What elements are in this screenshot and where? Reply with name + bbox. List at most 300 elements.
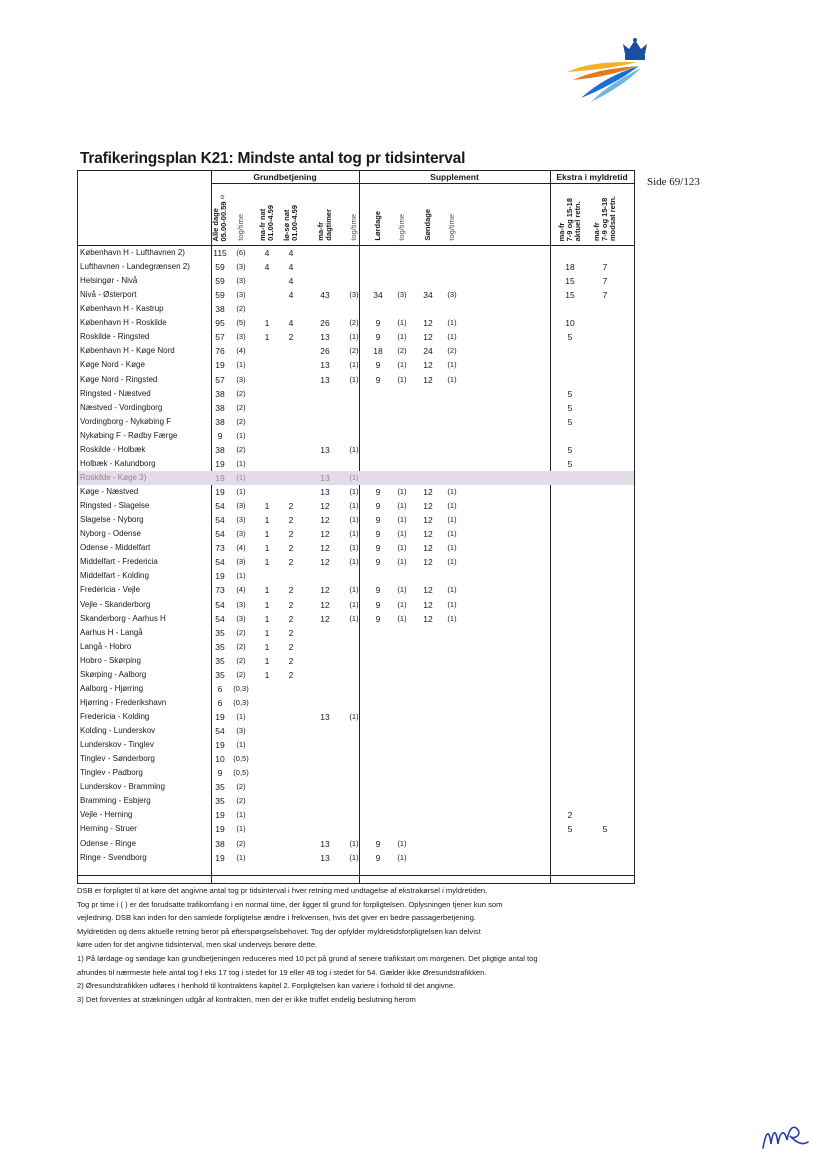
cell-5: (1): [349, 852, 359, 862]
cell-8: 34: [423, 290, 433, 301]
cell-4: 13: [320, 332, 330, 343]
cell-0: 38: [215, 416, 225, 427]
row-label: Bramming - Esbjerg: [80, 796, 151, 806]
table-row: [78, 766, 634, 780]
cell-1: (2): [236, 669, 246, 679]
cell-5: (1): [349, 711, 359, 721]
table-body-rule: [78, 875, 634, 876]
cell-1: (3): [236, 262, 246, 272]
cell-10: 5: [567, 458, 573, 469]
cell-0: 59: [215, 276, 225, 287]
cell-6: 9: [375, 613, 381, 624]
cell-9: (1): [447, 515, 457, 525]
column-header-6: Lørdage: [373, 211, 382, 241]
cell-1: (3): [236, 276, 246, 286]
cell-1: (3): [236, 332, 246, 342]
row-label: Aarhus H - Langå: [80, 627, 143, 637]
cell-0: 54: [215, 501, 225, 512]
cell-7: (1): [397, 501, 407, 511]
cell-1: (3): [236, 515, 246, 525]
cell-1: (3): [236, 529, 246, 539]
cell-11: 7: [602, 276, 608, 287]
cell-0: 57: [215, 374, 225, 385]
column-header-5: tog/time: [349, 214, 358, 241]
row-label: Hjørring - Frederikshavn: [80, 697, 167, 707]
cell-9: (1): [447, 599, 457, 609]
cell-0: 9: [217, 430, 223, 441]
cell-7: (1): [397, 599, 407, 609]
footnote-line: Myldretiden og dens aktuelle retning beror på efterspørgselsbehovet. Tog der opfylder myldretidsforpligtelsen kan delvist: [77, 926, 481, 936]
footnote-line: 3) Det forventes at strækningen udgår af kontrakten, men der er ikke truffet endelig beslutning herom: [77, 994, 416, 1004]
row-label: Helsingør - Nivå: [80, 276, 138, 286]
cell-4: 13: [320, 487, 330, 498]
cell-2: 1: [264, 318, 270, 329]
cell-5: (1): [349, 585, 359, 595]
table-row: [78, 387, 634, 401]
footnotes: [77, 884, 637, 1006]
cell-9: (1): [447, 318, 457, 328]
cell-1: (3): [236, 374, 246, 384]
cell-1: (4): [236, 585, 246, 595]
cell-1: (2): [236, 782, 246, 792]
cell-9: (1): [447, 487, 457, 497]
cell-2: 1: [264, 332, 270, 343]
cell-8: 12: [423, 543, 433, 554]
table-row: [78, 302, 634, 316]
cell-0: 35: [215, 669, 225, 680]
cell-2: 1: [264, 515, 270, 526]
cell-1: (2): [236, 304, 246, 314]
cell-4: 13: [320, 711, 330, 722]
footnote-line: vejledning. DSB kan inden for den samlede forpligtelse ændre i frekvensen, hvis det giver en bedre passagerbetjening.: [77, 913, 476, 923]
cell-1: (4): [236, 346, 246, 356]
row-label: Ringsted - Slagelse: [80, 501, 150, 511]
column-header-1: tog/time: [236, 214, 245, 241]
column-header-3: lø-sø nat 01.00-4.59: [282, 205, 299, 241]
cell-0: 19: [215, 360, 225, 371]
cell-10: 5: [567, 402, 573, 413]
row-label: Odense - Middelfart: [80, 543, 151, 553]
cell-1: (3): [236, 599, 246, 609]
crown-icon: [623, 38, 647, 60]
cell-5: (1): [349, 332, 359, 342]
cell-5: (3): [349, 290, 359, 300]
cell-4: 12: [320, 585, 330, 596]
row-label: København H - Lufthavnen 2): [80, 248, 185, 257]
cell-0: 35: [215, 782, 225, 793]
row-label: Aalborg - Hjørring: [80, 683, 144, 693]
cell-0: 54: [215, 613, 225, 624]
cell-9: (1): [447, 613, 457, 623]
cell-9: (1): [447, 501, 457, 511]
cell-0: 54: [215, 599, 225, 610]
table-row: [78, 738, 634, 752]
row-label: Lunderskov - Bramming: [80, 782, 165, 792]
row-label: Skørping - Aalborg: [80, 669, 147, 679]
table-row: [78, 822, 634, 836]
cell-2: 1: [264, 501, 270, 512]
table-row: [78, 598, 634, 612]
cell-1: (3): [236, 557, 246, 567]
row-label: Fredericia - Vejle: [80, 585, 141, 595]
cell-1: (2): [236, 838, 246, 848]
cell-7: (1): [397, 543, 407, 553]
cell-2: 1: [264, 599, 270, 610]
cell-6: 34: [373, 290, 383, 301]
footnote-line: 2) Øresundstrafikken udføres i henhold til kontraktens kapitel 2. Forpligtelsen kan variere i forhold til det angivne.: [77, 981, 456, 991]
cell-5: (1): [349, 838, 359, 848]
cell-3: 2: [288, 641, 294, 652]
cell-0: 115: [213, 248, 227, 258]
cell-7: (1): [397, 487, 407, 497]
group-supplement: Supplement: [430, 172, 479, 182]
cell-7: (1): [397, 515, 407, 525]
cell-8: 12: [423, 318, 433, 329]
table-row: [78, 443, 634, 457]
row-label: Lufthavnen - Landegrænsen 2): [80, 262, 190, 272]
row-label: Herning - Struer: [80, 824, 137, 834]
cell-10: 5: [567, 416, 573, 427]
cell-10: 18: [565, 262, 575, 273]
cell-0: 19: [215, 458, 225, 469]
cell-3: 2: [288, 585, 294, 596]
cell-1: (2): [236, 388, 246, 398]
cell-5: (1): [349, 374, 359, 384]
cell-5: (1): [349, 529, 359, 539]
cell-4: 13: [320, 444, 330, 455]
table-row: [78, 246, 634, 260]
group-ekstra: Ekstra i myldretid: [556, 172, 628, 182]
cell-8: 12: [423, 529, 433, 540]
cell-7: (1): [397, 360, 407, 370]
cell-0: 19: [215, 824, 225, 835]
table-row: [78, 457, 634, 471]
cell-4: 12: [320, 529, 330, 540]
row-label: Vejle - Skanderborg: [80, 599, 151, 609]
table-row: [78, 373, 634, 387]
cell-6: 9: [375, 585, 381, 596]
cell-6: 9: [375, 529, 381, 540]
cell-0: 38: [215, 402, 225, 413]
row-label: Middelfart - Fredericia: [80, 557, 158, 567]
cell-5: (1): [349, 599, 359, 609]
table-row: [78, 682, 634, 696]
cell-0: 95: [215, 318, 225, 329]
cell-4: 13: [320, 360, 330, 371]
cell-8: 12: [423, 360, 433, 371]
cell-2: 1: [264, 543, 270, 554]
cell-2: 1: [264, 627, 270, 638]
cell-3: 2: [288, 669, 294, 680]
cell-0: 54: [215, 529, 225, 540]
cell-5: (1): [349, 557, 359, 567]
row-label: Nivå - Østerport: [80, 290, 137, 300]
cell-6: 9: [375, 360, 381, 371]
cell-4: 26: [320, 346, 330, 357]
cell-1: (1): [236, 810, 246, 820]
row-label: Slagelse - Nyborg: [80, 515, 144, 525]
cell-10: 10: [565, 318, 575, 329]
row-label: Ringsted - Næstved: [80, 388, 151, 398]
cell-9: (1): [447, 529, 457, 539]
cell-5: (1): [349, 444, 359, 454]
cell-7: (2): [397, 346, 407, 356]
cell-1: (2): [236, 796, 246, 806]
cell-6: 9: [375, 852, 381, 863]
cell-0: 59: [215, 290, 225, 301]
cell-1: (2): [236, 444, 246, 454]
cell-1: (2): [236, 655, 246, 665]
column-header-10: ma-fr 7-9 og 15-18 aktuel retn.: [557, 197, 582, 241]
row-label: Lunderskov - Tinglev: [80, 740, 154, 750]
table-row: [78, 316, 634, 330]
table-row: [78, 485, 634, 499]
cell-1: (6): [236, 248, 246, 257]
cell-5: (1): [349, 472, 359, 482]
cell-10: 5: [567, 332, 573, 343]
cell-7: (1): [397, 318, 407, 328]
cell-8: 12: [423, 487, 433, 498]
cell-3: 2: [288, 515, 294, 526]
cell-1: (1): [236, 472, 246, 482]
column-header-2: ma-fr nat 01.00-4.59: [258, 205, 275, 241]
cell-0: 38: [215, 388, 225, 399]
page-title: Trafikeringsplan K21: Mindste antal tog pr tidsinterval: [80, 150, 466, 167]
cell-1: (1): [236, 711, 246, 721]
cell-6: 9: [375, 501, 381, 512]
cell-8: 12: [423, 613, 433, 624]
table-row: [78, 260, 634, 274]
cell-3: 2: [288, 655, 294, 666]
cell-10: 15: [565, 276, 575, 287]
table-row: [78, 471, 634, 485]
cell-6: 9: [375, 557, 381, 568]
cell-4: 12: [320, 557, 330, 568]
table-row: [78, 569, 634, 583]
cell-0: 6: [217, 697, 223, 708]
cell-1: (0,3): [233, 697, 249, 707]
cell-4: 26: [320, 318, 330, 329]
cell-7: (1): [397, 557, 407, 567]
cell-1: (1): [236, 458, 246, 468]
table-row: [78, 541, 634, 555]
cell-0: 38: [215, 444, 225, 455]
cell-0: 76: [215, 346, 225, 357]
cell-0: 57: [215, 332, 225, 343]
footnote-line: 1) På lørdage og søndage kan grundbetjeningen reduceres med 10 pct på grund af senere trafikstart om morgenen. Det pligtige antal tog: [77, 953, 538, 963]
cell-7: (1): [397, 529, 407, 539]
row-label: Tinglev - Padborg: [80, 768, 143, 778]
table-row: [78, 358, 634, 372]
row-label: Vordingborg - Nykøbing F: [80, 416, 172, 426]
cell-0: 19: [215, 487, 225, 498]
cell-1: (1): [236, 487, 246, 497]
cell-0: 59: [215, 262, 225, 273]
row-label: Nyborg - Odense: [80, 529, 141, 539]
cell-10: 5: [567, 824, 573, 835]
cell-2: 4: [264, 262, 270, 273]
cell-1: (1): [236, 571, 246, 581]
cell-6: 9: [375, 487, 381, 498]
cell-2: 1: [264, 669, 270, 680]
cell-3: 4: [288, 318, 294, 329]
table-row: [78, 499, 634, 513]
cell-3: 2: [288, 529, 294, 540]
cell-9: (1): [447, 332, 457, 342]
cell-7: (1): [397, 838, 407, 848]
row-label: Roskilde - Ringsted: [80, 332, 150, 342]
table-row: [78, 612, 634, 626]
cell-0: 19: [215, 852, 225, 863]
cell-9: (1): [447, 585, 457, 595]
cell-0: 35: [215, 641, 225, 652]
cell-1: (2): [236, 416, 246, 426]
cell-6: 9: [375, 515, 381, 526]
group-grundbetjening: Grundbetjening: [253, 172, 317, 182]
crown-swoosh-logo: [565, 38, 657, 102]
cell-3: 4: [288, 248, 294, 258]
cell-0: 54: [215, 515, 225, 526]
cell-0: 6: [217, 683, 223, 694]
cell-6: 9: [375, 374, 381, 385]
cell-1: (0,5): [233, 768, 249, 778]
cell-4: 13: [320, 838, 330, 849]
footnote-line: DSB er forpligtet til at køre det angivne antal tog pr tidsinterval i hver retning med undtagelse af ekstrakørsel i myldretiden.: [77, 886, 488, 895]
cell-11: 5: [602, 824, 608, 835]
row-label: Roskilde - Holbæk: [80, 444, 146, 454]
cell-0: 35: [215, 655, 225, 666]
cell-0: 38: [215, 304, 225, 315]
cell-4: 13: [320, 852, 330, 863]
cell-0: 54: [215, 557, 225, 568]
cell-6: 18: [373, 346, 383, 357]
cell-0: 35: [215, 627, 225, 638]
cell-3: 2: [288, 543, 294, 554]
footnote-line: afrundes til nærmeste hele antal tog f eks 17 tog i stedet for 19 eller 49 tog i stedet for 54. Gælder ikke Øresundstrafikken.: [77, 967, 487, 977]
cell-2: 1: [264, 641, 270, 652]
cell-9: (1): [447, 543, 457, 553]
table-row: [78, 780, 634, 794]
cell-3: 4: [288, 276, 294, 287]
cell-1: (5): [236, 318, 246, 328]
cell-2: 1: [264, 655, 270, 666]
table-row: [78, 640, 634, 654]
cell-1: (1): [236, 824, 246, 834]
cell-2: 1: [264, 585, 270, 596]
column-header-8: Søndage: [423, 209, 432, 241]
table-row: [78, 583, 634, 597]
column-header-9: tog/time: [447, 214, 456, 241]
cell-0: 19: [215, 472, 225, 483]
row-label: Roskilde - Køge 3): [80, 472, 147, 482]
table-row: [78, 654, 634, 668]
cell-6: 9: [375, 318, 381, 329]
cell-6: 9: [375, 838, 381, 849]
cell-1: (0,3): [233, 683, 249, 693]
cell-1: (2): [236, 641, 246, 651]
row-label: Vejle - Herning: [80, 810, 133, 820]
row-label: Køge Nord - Køge: [80, 360, 145, 370]
row-label: København H - Køge Nord: [80, 346, 175, 356]
column-header-11: ma-fr 7-9 og 15-18 modsat retn.: [592, 195, 617, 241]
row-label: Nykøbing F - Rødby Færge: [80, 430, 178, 440]
cell-4: 43: [320, 290, 330, 301]
cell-1: (3): [236, 726, 246, 736]
cell-6: 9: [375, 543, 381, 554]
row-label: København H - Roskilde: [80, 318, 167, 328]
cell-6: 9: [375, 332, 381, 343]
cell-4: 12: [320, 599, 330, 610]
cell-0: 35: [215, 796, 225, 807]
cell-9: (2): [447, 346, 457, 356]
cell-7: (1): [397, 613, 407, 623]
column-header-7: tog/time: [397, 214, 406, 241]
cell-8: 12: [423, 515, 433, 526]
traffic-table: [77, 170, 635, 884]
cell-1: (1): [236, 430, 246, 440]
cell-6: 9: [375, 599, 381, 610]
cell-0: 9: [217, 768, 223, 779]
cell-1: (0,5): [233, 754, 249, 764]
table-row: [78, 696, 634, 710]
cell-5: (1): [349, 515, 359, 525]
row-label: Middelfart - Kolding: [80, 571, 149, 581]
cell-8: 12: [423, 599, 433, 610]
row-label: Fredericia - Kolding: [80, 711, 150, 721]
cell-1: (3): [236, 290, 246, 300]
cell-3: 2: [288, 332, 294, 343]
cell-0: 73: [215, 543, 225, 554]
cell-0: 54: [215, 726, 225, 737]
cell-7: (1): [397, 332, 407, 342]
row-label: Køge - Næstved: [80, 487, 139, 497]
cell-4: 12: [320, 501, 330, 512]
group-header-rule: [211, 183, 634, 184]
cell-2: 1: [264, 613, 270, 624]
column-header-4: ma-fr dagtimer: [316, 209, 333, 241]
row-label: Odense - Ringe: [80, 838, 137, 848]
cell-1: (1): [236, 360, 246, 370]
row-label: Hobro - Skørping: [80, 655, 141, 665]
cell-10: 2: [567, 810, 573, 821]
row-label: Skanderborg - Aarhus H: [80, 613, 166, 623]
cell-7: (1): [397, 374, 407, 384]
cell-0: 73: [215, 585, 225, 596]
cell-1: (2): [236, 627, 246, 637]
cell-0: 19: [215, 740, 225, 751]
cell-0: 19: [215, 571, 225, 582]
cell-0: 19: [215, 810, 225, 821]
cell-5: (1): [349, 487, 359, 497]
cell-8: 12: [423, 585, 433, 596]
table-row: [78, 429, 634, 443]
cell-3: 2: [288, 599, 294, 610]
cell-11: 7: [602, 262, 608, 273]
cell-2: 4: [264, 248, 270, 258]
table-row: [78, 415, 634, 429]
cell-1: (3): [236, 613, 246, 623]
table-row: [78, 288, 634, 302]
cell-3: 2: [288, 501, 294, 512]
cell-0: 10: [215, 754, 225, 765]
cell-9: (1): [447, 360, 457, 370]
cell-9: (3): [447, 290, 457, 300]
cell-1: (2): [236, 402, 246, 412]
handwritten-initials: [760, 1118, 810, 1154]
cell-5: (1): [349, 613, 359, 623]
table-row: [78, 851, 634, 865]
row-label: Kolding - Lunderskov: [80, 726, 156, 736]
